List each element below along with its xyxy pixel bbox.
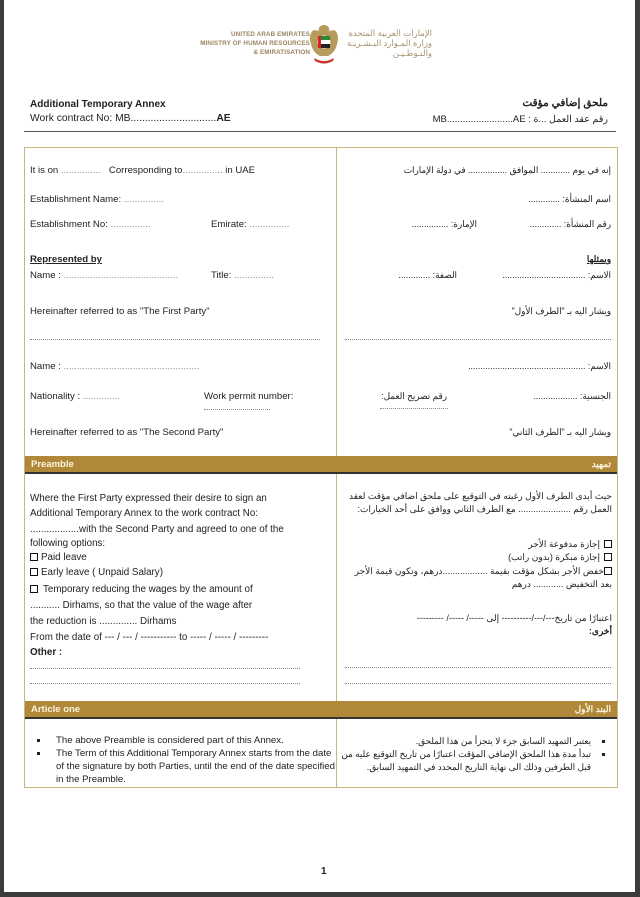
- article-one-heading-en: Article one: [31, 704, 81, 715]
- preamble-text-en: [30, 491, 330, 659]
- logo-ar-line: وزارة المـوارد البـشـريـة: [347, 38, 433, 48]
- name-label: Name :: [30, 270, 61, 281]
- preamble-line: following options:: [30, 538, 106, 550]
- checkbox-icon[interactable]: [604, 567, 612, 575]
- page-number: 1: [321, 866, 327, 877]
- logo-en-line: UNITED ARAB EMIRATES: [231, 31, 310, 38]
- corresponding-field[interactable]: ...............: [182, 165, 223, 176]
- in-uae-label: in UAE: [225, 165, 256, 176]
- contract-number-ar: MB.........................AE : رقم عقد العمل ...ة: [432, 114, 608, 125]
- employee-name-field[interactable]: ...................................................: [63, 361, 200, 372]
- emirate-field[interactable]: ...............: [249, 219, 290, 230]
- article-item-ar: يعتبر التمهيد السابق جزء لا يتجزأ من هذا الملحق.: [331, 735, 609, 748]
- logo-en-line: MINISTRY OF HUMAN RESOURCES: [200, 40, 310, 47]
- represented-by-heading: Represented by: [30, 254, 102, 265]
- work-permit-field-ar[interactable]: [380, 408, 448, 409]
- date-line-en: [30, 165, 255, 176]
- name-label: Name :: [30, 361, 61, 372]
- representative-name-field[interactable]: ...........................................: [63, 270, 179, 281]
- establishment-name-field[interactable]: ...............: [123, 194, 164, 205]
- logo-ar-line: الإمارات العربية المتحدة: [348, 28, 433, 38]
- preamble-heading-ar: تمهيد: [591, 459, 611, 469]
- article-item-ar: تبدأ مدة هذا الملحق الإضافي المؤقت اعتبارًا من تاريخ التوقيع عليه من قبل الطرفين وذلك الى نهاية التاريخ المحدد في التمهيد السابق.: [331, 748, 609, 774]
- checkbox-icon[interactable]: [30, 553, 38, 561]
- establishment-no-ar: رقم المنشأة: .............: [529, 219, 611, 229]
- represented-by-ar: ويمثلها: [586, 254, 611, 264]
- logo-text-en: [200, 30, 310, 57]
- option-label: Paid leave: [41, 552, 87, 564]
- preamble-heading-en: Preamble: [31, 459, 74, 470]
- option-label-ar: خفض الأجر بشكل مؤقت بقيمة ..................درهم، وتكون قيمة الأجر: [354, 566, 604, 576]
- establishment-name-ar: اسم المنشأة: .............: [528, 194, 611, 204]
- reduction-line: the reduction is .............. Dirhams: [30, 616, 177, 628]
- representative-name-row: [30, 270, 178, 281]
- uae-falcon-emblem-icon: [306, 22, 342, 66]
- checkbox-icon[interactable]: [604, 553, 612, 561]
- option-label: Early leave ( Unpaid Salary): [41, 567, 163, 579]
- title-field[interactable]: ...............: [234, 270, 275, 281]
- article-one-heading-band: [25, 701, 617, 719]
- preamble-line: Where the First Party expressed their desire to sign an: [30, 493, 267, 504]
- contract-suffix: AE: [216, 113, 231, 124]
- name-ar: الاسم: ..................................: [502, 270, 611, 280]
- document-title-en: Additional Temporary Annex: [30, 99, 166, 110]
- article-item: The above Preamble is considered part of this Annex.: [30, 734, 335, 747]
- from-date-line: From the date of --- / --- / ----------- to ----- / ----- / ---------: [30, 632, 269, 644]
- preamble-heading-band: [25, 456, 617, 474]
- article-one-list-ar: [331, 735, 609, 774]
- first-party-label: Hereinafter referred to as "The First Party": [30, 306, 210, 317]
- preamble-line-ar: حيث أبدى الطرف الأول رغبته في التوقيع على ملحق اضافي مؤقت لعقد: [349, 491, 612, 501]
- party-separator-ar: [345, 339, 611, 340]
- work-permit-ar: رقم تصريح العمل:: [381, 391, 447, 401]
- date-line-ar: إنه في يوم ............ الموافق ................ في دولة الإمارات: [403, 165, 611, 175]
- contract-number-field[interactable]: ..............................: [130, 113, 217, 124]
- emirate-ar: الإمارة: ...............: [411, 219, 477, 229]
- logo-text-ar: [347, 28, 432, 58]
- date-label: It is on: [30, 165, 59, 176]
- contract-prefix: Work contract No: MB: [30, 113, 131, 124]
- logo-ar-line: والتـوطـيـن: [392, 48, 433, 58]
- reduction-line-ar: بعد التخفيض ............ درهم: [511, 579, 612, 589]
- preamble-line: ..................with the Second Party and agreed to one of the: [30, 523, 284, 535]
- document-page: [4, 0, 635, 892]
- contract-number-en: [30, 113, 231, 124]
- nationality-row: [30, 391, 120, 402]
- preamble-line: Additional Temporary Annex to the work contract No:: [30, 508, 258, 520]
- preamble-text-ar: [330, 490, 612, 638]
- preamble-line-ar: العمل رقم ..................... مع الطرف الثاني ووافق على أحد الخيارات:: [357, 504, 612, 514]
- option-early-leave[interactable]: [30, 565, 330, 581]
- option-early-leave-ar[interactable]: [330, 551, 612, 564]
- establishment-no-label: Establishment No:: [30, 219, 108, 230]
- emirate-label: Emirate:: [211, 219, 247, 230]
- other-field-line-ar[interactable]: [345, 667, 611, 668]
- establishment-name-row: [30, 194, 164, 205]
- nationality-label: Nationality :: [30, 391, 81, 402]
- article-one-heading-ar: البند الأول: [574, 704, 611, 714]
- name2-ar: الاسم: ................................................: [468, 361, 611, 371]
- emirate-row: [211, 219, 289, 230]
- option-reduce-wages[interactable]: [30, 581, 330, 598]
- nationality-ar: الجنسية: ..................: [533, 391, 611, 401]
- nationality-field[interactable]: ..............: [82, 391, 121, 402]
- from-date-line-ar: اعتبارًا من تاريخ---/---/---------- إلى -----/ -----/ ---------: [416, 613, 612, 623]
- option-paid-leave-ar[interactable]: [330, 538, 612, 551]
- second-party-ar: ويشار اليه بـ "الطرف الثاني": [509, 427, 611, 437]
- checkbox-icon[interactable]: [30, 585, 38, 593]
- second-party-label: Hereinafter referred to as "The Second Party": [30, 427, 224, 438]
- option-label-ar: إجازة مبكرة (بدون راتب): [508, 552, 600, 562]
- other-label-ar: أخرى:: [588, 626, 612, 636]
- title-ar: الصفة: .............: [398, 270, 457, 280]
- other-field-line-ar[interactable]: [345, 683, 611, 684]
- first-party-ar: ويشار اليه بـ "الطرف الأول": [511, 306, 611, 316]
- option-reduce-wages-ar[interactable]: [330, 564, 612, 578]
- checkbox-icon[interactable]: [604, 540, 612, 548]
- other-field-line[interactable]: [30, 683, 300, 684]
- option-paid-leave[interactable]: [30, 550, 330, 565]
- establishment-no-row: [30, 219, 151, 230]
- party-separator-en: [30, 339, 320, 340]
- title-row: [211, 270, 274, 281]
- annex-form-box: [24, 147, 618, 788]
- article-item: The Term of this Additional Temporary Annex starts from the date of the signature by both Parties, until the end of the date specified in the Preamble.: [30, 747, 335, 786]
- corresponding-label: Corresponding to: [108, 165, 183, 176]
- title-label: Title:: [211, 270, 232, 281]
- article-one-list-en: [30, 734, 335, 786]
- option-label-ar: إجازة مدفوعة الأجر: [528, 539, 600, 549]
- work-permit-field[interactable]: [204, 409, 270, 410]
- ministry-logo: [164, 20, 484, 68]
- establishment-no-field[interactable]: ...............: [110, 219, 151, 230]
- document-title-ar: ملحق إضافي مؤقت: [522, 97, 608, 109]
- other-field-line[interactable]: [30, 668, 300, 669]
- header-divider: [24, 131, 616, 132]
- option-label: Temporary reducing the wages by the amount of: [43, 584, 253, 596]
- date-field[interactable]: ...............: [60, 165, 101, 176]
- other-label: Other :: [30, 647, 63, 659]
- reduction-line: ........... Dirhams, so that the value of the wage after: [30, 600, 253, 612]
- work-permit-label: Work permit number:: [204, 391, 294, 402]
- employee-name-row: [30, 361, 200, 372]
- establishment-name-label: Establishment Name:: [30, 194, 122, 205]
- logo-en-line: & EMIRATISATION: [253, 49, 310, 56]
- checkbox-icon[interactable]: [30, 568, 38, 576]
